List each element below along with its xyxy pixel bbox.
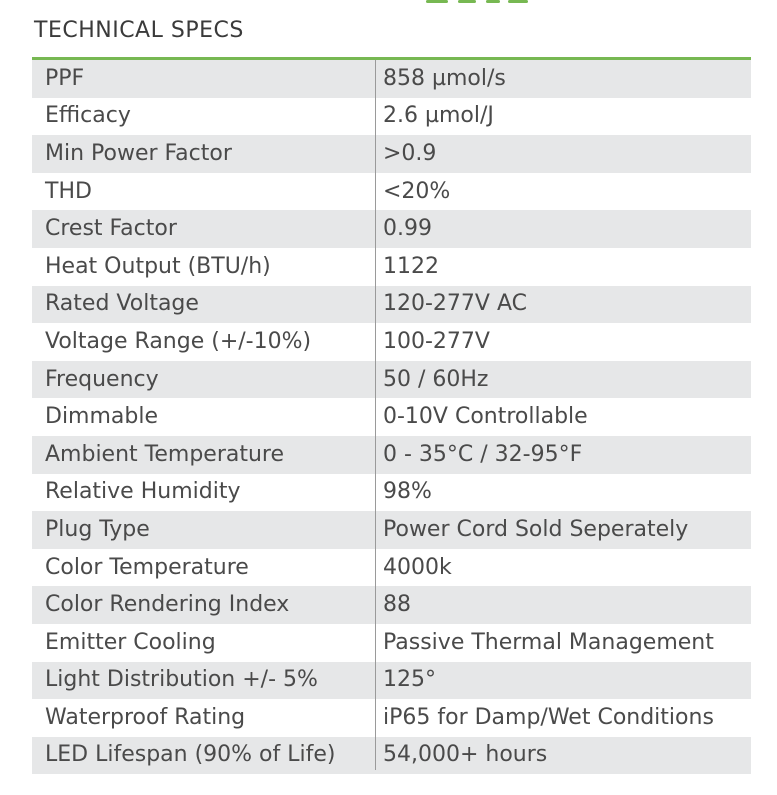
decorative-dash [486, 0, 500, 3]
decorative-dash [458, 0, 476, 3]
table-row [32, 135, 751, 173]
spec-value: 88 [383, 592, 411, 618]
decorative-dash [508, 0, 528, 3]
table-row [32, 60, 751, 98]
spec-value: 1122 [383, 253, 439, 279]
spec-value: >0.9 [383, 140, 437, 166]
spec-label: Relative Humidity [45, 479, 241, 505]
spec-label: Efficacy [45, 103, 131, 129]
top-decoration [0, 0, 777, 6]
table-row [32, 662, 751, 700]
table-row [32, 549, 751, 587]
decorative-dash [426, 0, 448, 3]
spec-value: 0-10V Controllable [383, 404, 588, 430]
table-row [32, 361, 751, 399]
spec-value: 98% [383, 479, 432, 505]
spec-label: LED Lifespan (90% of Life) [45, 742, 336, 768]
table-row [32, 210, 751, 248]
spec-label: Light Distribution +/- 5% [45, 667, 318, 693]
spec-label: Crest Factor [45, 216, 177, 242]
table-row [32, 98, 751, 136]
table-row [32, 436, 751, 474]
spec-value: 100-277V [383, 328, 490, 354]
section-title: TECHNICAL SPECS [34, 18, 244, 43]
spec-label: Plug Type [45, 516, 150, 542]
table-row [32, 474, 751, 512]
spec-label: Color Rendering Index [45, 592, 290, 618]
table-row [32, 699, 751, 737]
spec-value: Power Cord Sold Seperately [383, 516, 689, 542]
spec-label: Heat Output (BTU/h) [45, 253, 271, 279]
table-row [32, 511, 751, 549]
table-row [32, 173, 751, 211]
spec-value: 2.6 µmol/J [383, 103, 494, 129]
spec-value: 125° [383, 667, 436, 693]
spec-value: 858 µmol/s [383, 65, 506, 91]
spec-value: 0.99 [383, 216, 432, 242]
spec-label: Min Power Factor [45, 140, 232, 166]
spec-value: 0 - 35°C / 32-95°F [383, 441, 583, 467]
spec-value: 54,000+ hours [383, 742, 548, 768]
table-row [32, 286, 751, 324]
table-row [32, 737, 751, 775]
spec-label: Rated Voltage [45, 291, 199, 317]
spec-value: 4000k [383, 554, 452, 580]
table-row [32, 398, 751, 436]
table-row [32, 624, 751, 662]
spec-label: Dimmable [45, 404, 159, 430]
specs-table [32, 60, 751, 774]
table-row [32, 248, 751, 286]
table-row [32, 586, 751, 624]
spec-value: 120-277V AC [383, 291, 527, 317]
spec-value: <20% [383, 178, 451, 204]
spec-label: Frequency [45, 366, 159, 392]
spec-label: Ambient Temperature [45, 441, 285, 467]
spec-value: 50 / 60Hz [383, 366, 489, 392]
spec-label: Emitter Cooling [45, 629, 216, 655]
column-divider [375, 60, 376, 770]
spec-label: THD [45, 178, 92, 204]
spec-label: Waterproof Rating [45, 704, 246, 730]
table-row [32, 323, 751, 361]
spec-label: Voltage Range (+/-10%) [45, 328, 312, 354]
spec-value: Passive Thermal Management [383, 629, 714, 655]
spec-value: iP65 for Damp/Wet Conditions [383, 704, 714, 730]
spec-label: Color Temperature [45, 554, 249, 580]
spec-label: PPF [45, 65, 85, 91]
